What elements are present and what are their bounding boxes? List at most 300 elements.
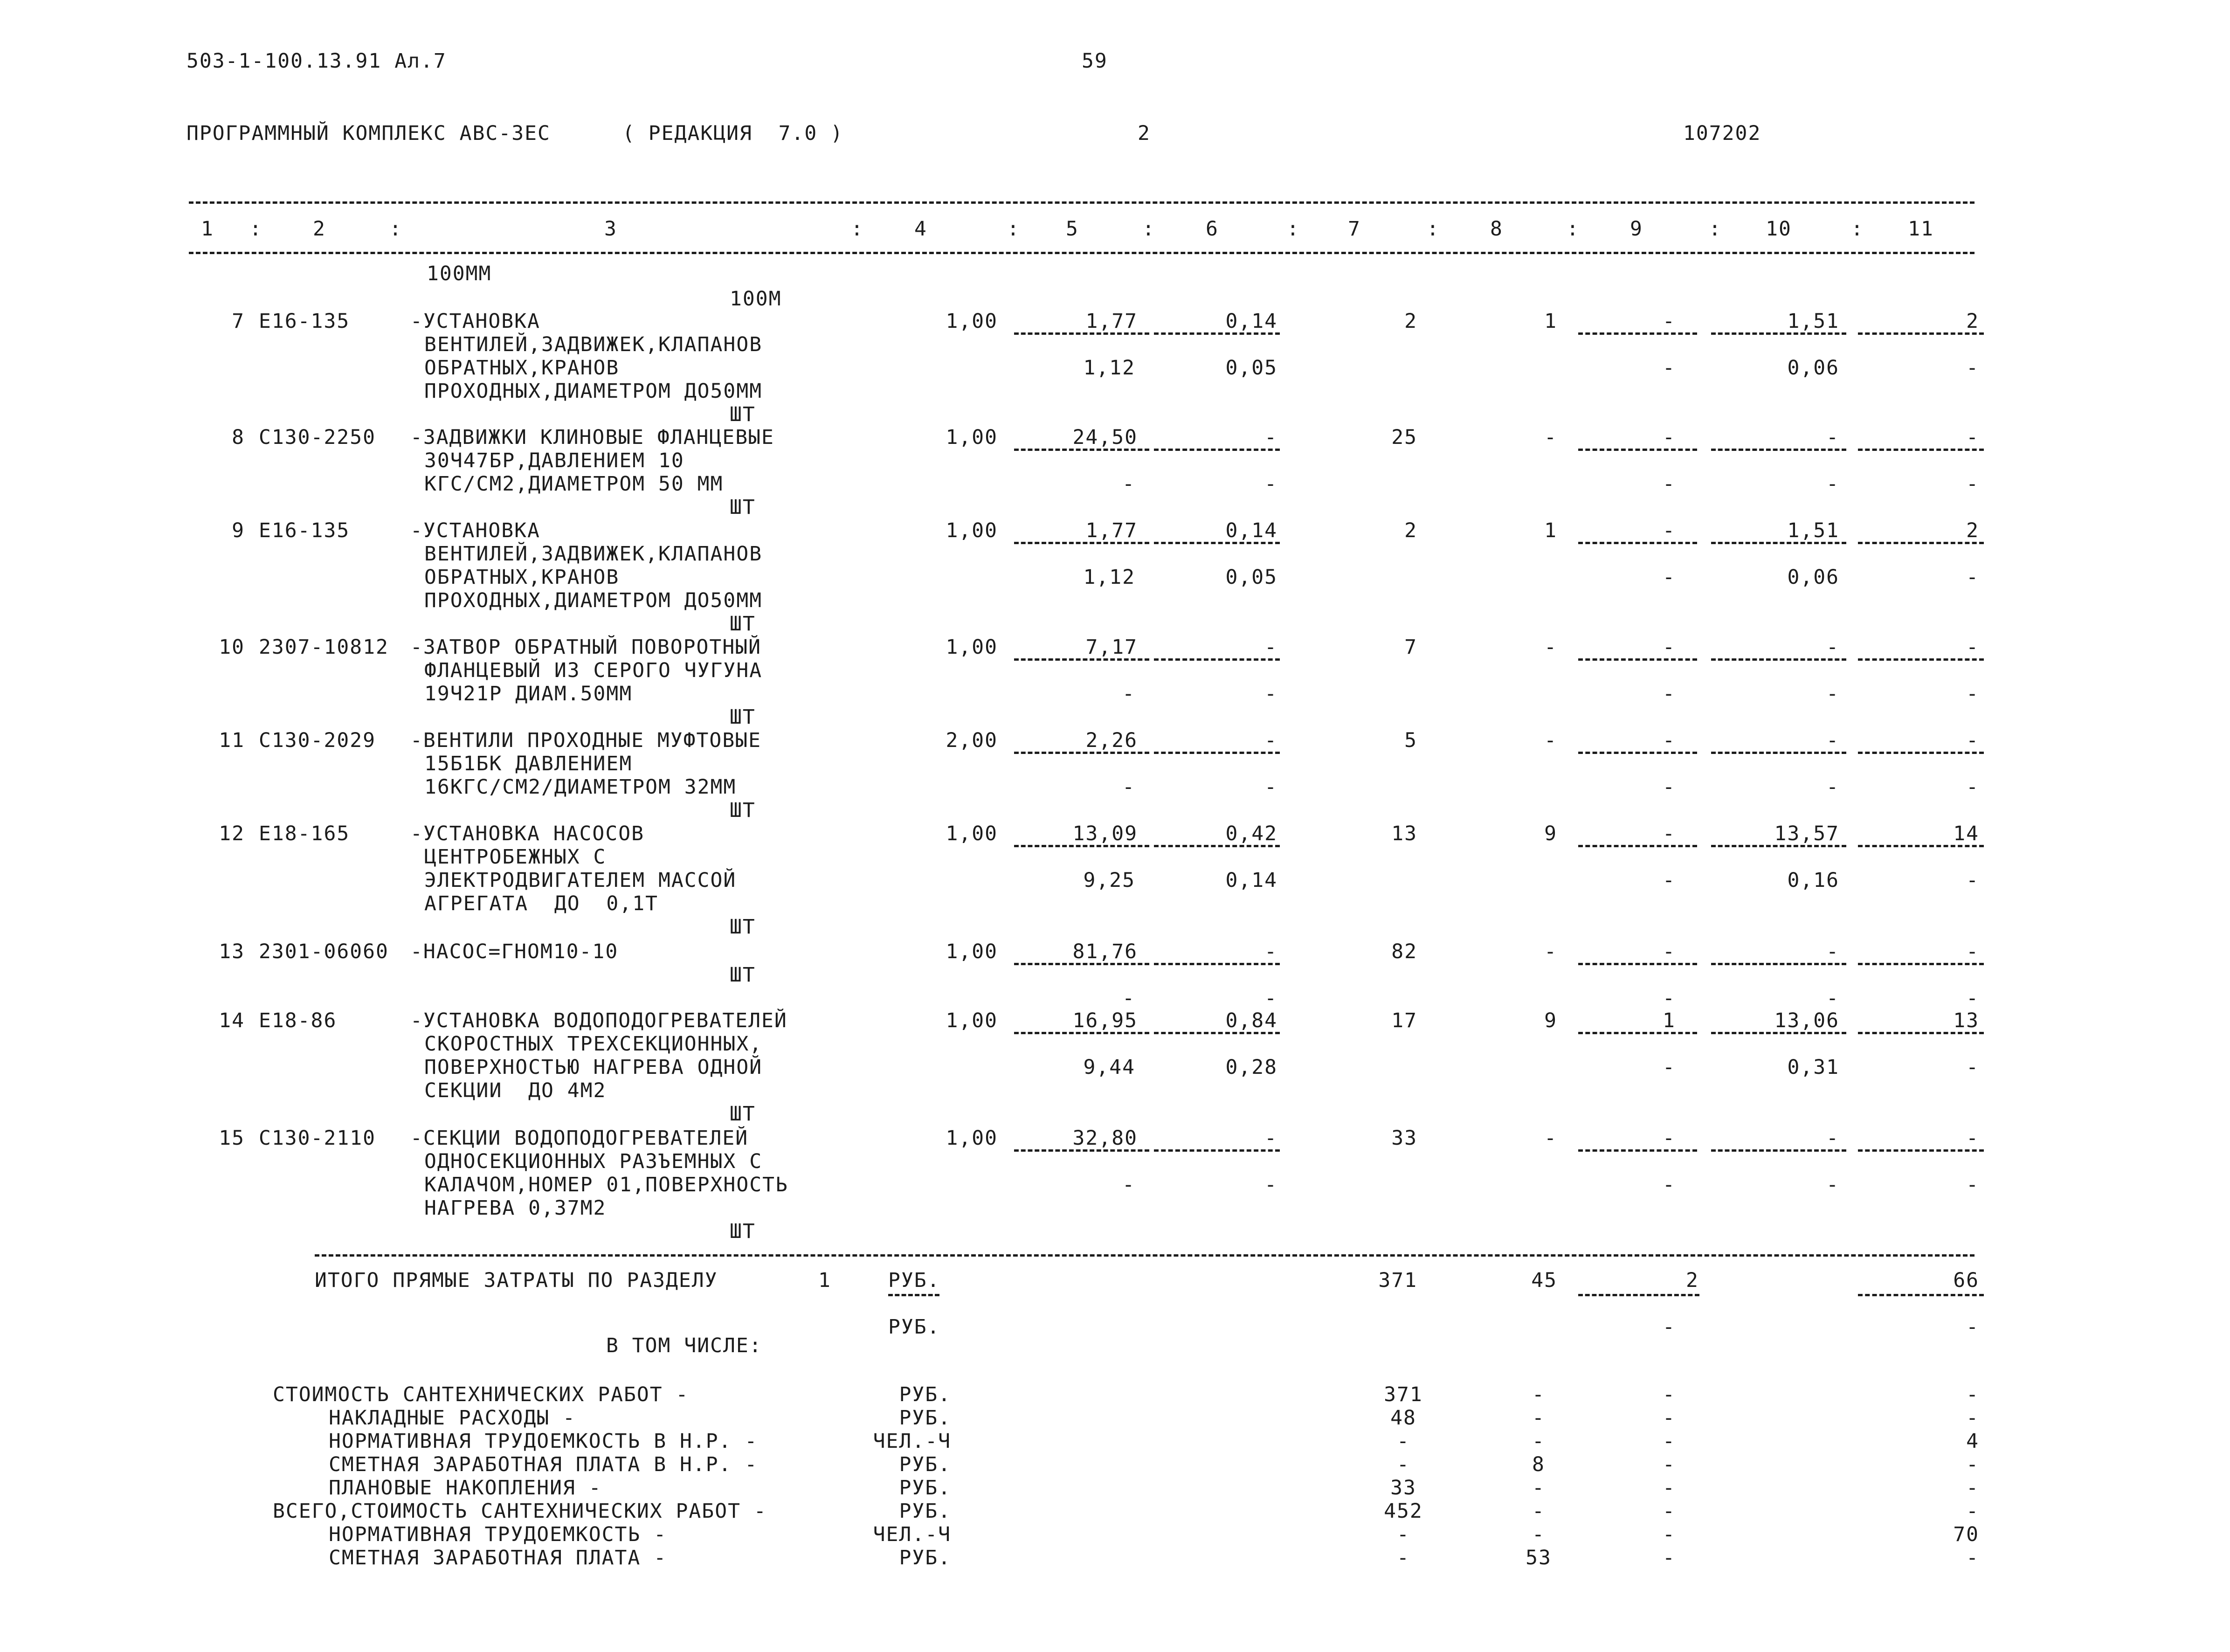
cell-divider <box>1711 1149 1846 1152</box>
program-title: ПРОГРАММНЫЙ КОМПЛЕКС АВС-3ЕС <box>186 122 551 145</box>
cell-divider <box>1014 1149 1149 1152</box>
cell-divider <box>1014 845 1149 847</box>
unit-of-measure: ШТ <box>730 705 756 729</box>
column-separator: : <box>1427 217 1440 241</box>
program-edition: ( РЕДАКЦИЯ 7.0 ) <box>622 122 844 145</box>
machines-salary: - <box>1663 566 1676 589</box>
summary-unit: РУБ. <box>899 1453 951 1476</box>
unit-cost: 16,95 <box>1072 1009 1138 1032</box>
labor-unit-drivers: - <box>1826 1173 1839 1196</box>
cell-divider <box>1578 1149 1697 1152</box>
summary-salary: - <box>1532 1523 1545 1546</box>
total-machines: 1 <box>1663 1009 1676 1032</box>
total-unit: РУБ. <box>888 1269 940 1292</box>
labor-total: - <box>1966 729 1979 752</box>
summary-labor: - <box>1966 1546 1979 1569</box>
labor-unit-drivers: 0,31 <box>1787 1056 1839 1079</box>
cell-divider <box>1578 963 1697 965</box>
unit-of-measure: ШТ <box>730 1102 756 1126</box>
total-salary: 9 <box>1544 1009 1557 1032</box>
quantity: 1,00 <box>946 636 998 659</box>
column-separator: : <box>389 217 402 241</box>
labor-unit: 13,06 <box>1774 1009 1839 1032</box>
summary-unit: РУБ. <box>899 1476 951 1500</box>
unit-cost-salary: 9,25 <box>1083 869 1135 892</box>
labor-unit: 1,51 <box>1787 519 1839 542</box>
column-separator: : <box>1851 217 1864 241</box>
summary-machines: - <box>1663 1383 1676 1406</box>
resource-code: С130-2029 <box>259 729 376 752</box>
unit-of-measure: ШТ <box>730 1220 756 1243</box>
total-machines: - <box>1663 310 1676 333</box>
total-salary: - <box>1544 426 1557 449</box>
cell-divider <box>1858 449 1984 451</box>
work-description: -ВЕНТИЛИ ПРОХОДНЫЕ МУФТОВЫЕ <box>410 729 761 752</box>
unit-of-measure: ШТ <box>730 799 756 822</box>
summary-labor: - <box>1966 1476 1979 1500</box>
total-machines: - <box>1663 940 1676 963</box>
total-salary: 1 <box>1544 519 1557 542</box>
cell-divider <box>1711 542 1846 544</box>
labor-unit-drivers: - <box>1826 682 1839 705</box>
work-description: ФЛАНЦЕВЫЙ ИЗ СЕРОГО ЧУГУНА <box>424 659 763 682</box>
summary-cost: - <box>1397 1523 1410 1546</box>
summary-label: НОРМАТИВНАЯ ТРУДОЕМКОСТЬ В Н.Р. - <box>329 1430 758 1453</box>
summary-cost: 48 <box>1390 1406 1416 1430</box>
total-machines: - <box>1663 636 1676 659</box>
unit-of-measure: ШТ <box>730 612 756 636</box>
page-number: 59 <box>1082 49 1108 73</box>
labor-total: - <box>1966 636 1979 659</box>
unit-cost: 32,80 <box>1072 1127 1138 1150</box>
column-separator: : <box>1287 217 1300 241</box>
summary-salary: - <box>1532 1383 1545 1406</box>
document-code: 503-1-100.13.91 Ал.7 <box>186 49 447 73</box>
work-description: -ЗАДВИЖКИ КЛИНОВЫЕ ФЛАНЦЕВЫЕ <box>410 426 774 449</box>
cell-divider <box>1578 1294 1699 1296</box>
summary-labor: - <box>1966 1383 1979 1406</box>
total-cost: 82 <box>1391 940 1417 963</box>
quantity: 1,00 <box>946 1127 998 1150</box>
total-label: ИТОГО ПРЯМЫЕ ЗАТРАТЫ ПО РАЗДЕЛУ <box>315 1269 718 1292</box>
row-number: 11 <box>219 729 245 752</box>
cell-divider <box>1154 1149 1280 1152</box>
labor-total-drivers: - <box>1966 1173 1979 1196</box>
total-machines: - <box>1663 1127 1676 1150</box>
cell-divider <box>888 1294 939 1296</box>
column-header-5: 5 <box>1066 217 1079 241</box>
cell-divider <box>1858 1149 1984 1152</box>
cell-divider <box>1154 845 1280 847</box>
labor-unit-drivers: 0,06 <box>1787 356 1839 380</box>
resource-code: 2307-10812 <box>259 636 389 659</box>
quantity: 1,00 <box>946 310 998 333</box>
row-number: 12 <box>219 822 245 845</box>
unit-cost-drivers: 0,28 <box>1225 1056 1277 1079</box>
column-separator: : <box>851 217 864 241</box>
summary-salary: 53 <box>1526 1546 1552 1569</box>
summary-unit: ЧЕЛ.-Ч <box>873 1523 951 1546</box>
unit-cost-drivers: - <box>1264 987 1277 1010</box>
unit-cost-drivers: - <box>1264 472 1277 496</box>
cell-divider <box>1858 1294 1984 1296</box>
labor-unit: 13,57 <box>1774 822 1839 845</box>
date-code: 107202 <box>1683 122 1761 145</box>
total-salary: - <box>1544 729 1557 752</box>
work-description: -УСТАНОВКА ВОДОПОДОГРЕВАТЕЛЕЙ <box>410 1009 787 1032</box>
quantity: 1,00 <box>946 940 998 963</box>
unit-cost-machines: - <box>1264 1127 1277 1150</box>
resource-code: 2301-06060 <box>259 940 389 963</box>
work-description: -УСТАНОВКА НАСОСОВ <box>410 822 644 845</box>
column-separator: : <box>1709 217 1722 241</box>
cell-divider <box>1578 752 1697 754</box>
row-number: 7 <box>232 310 245 333</box>
total-machines: - <box>1663 822 1676 845</box>
labor-unit: - <box>1826 940 1839 963</box>
cell-divider <box>1578 658 1697 661</box>
total-cost: 2 <box>1404 519 1417 542</box>
labor-unit: - <box>1826 426 1839 449</box>
summary-machines: - <box>1663 1546 1676 1569</box>
labor-unit: - <box>1826 729 1839 752</box>
unit-cost-machines: 0,14 <box>1225 310 1277 333</box>
cell-divider <box>1578 449 1697 451</box>
cell-divider <box>1014 332 1149 335</box>
summary-cost: - <box>1397 1546 1410 1569</box>
row-number: 9 <box>232 519 245 542</box>
cell-divider <box>1858 1032 1984 1034</box>
summary-label: ПЛАНОВЫЕ НАКОПЛЕНИЯ - <box>329 1476 602 1500</box>
column-header-4: 4 <box>914 217 927 241</box>
total-cost: 33 <box>1391 1127 1417 1150</box>
labor-unit-drivers: 0,06 <box>1787 566 1839 589</box>
unit-cost: 81,76 <box>1072 940 1138 963</box>
cell-divider <box>1014 542 1149 544</box>
total-salary: 45 <box>1531 1269 1557 1292</box>
work-description: ВЕНТИЛЕЙ,ЗАДВИЖЕК,КЛАПАНОВ <box>424 333 763 356</box>
machines-salary: - <box>1663 869 1676 892</box>
cell-divider <box>1711 1032 1846 1034</box>
cell-divider <box>1154 449 1280 451</box>
labor-total-drivers: - <box>1966 987 1979 1010</box>
column-separator: : <box>249 217 262 241</box>
column-separator: : <box>1567 217 1580 241</box>
work-description: КАЛАЧОМ,НОМЕР 01,ПОВЕРХНОСТЬ <box>424 1173 788 1196</box>
summary-salary: 8 <box>1532 1453 1545 1476</box>
labor-unit: - <box>1826 1127 1839 1150</box>
unit-cost-machines: 0,42 <box>1225 822 1277 845</box>
cell-divider <box>1014 963 1149 965</box>
summary-machines: - <box>1663 1476 1676 1500</box>
unit-cost: 1,77 <box>1085 519 1138 542</box>
work-description: КГС/СМ2,ДИАМЕТРОМ 50 ММ <box>424 472 724 496</box>
work-description: СЕКЦИИ ДО 4М2 <box>424 1079 607 1102</box>
total-rule <box>315 1254 1975 1257</box>
total-labor: 66 <box>1953 1269 1979 1292</box>
cell-divider <box>1711 658 1846 661</box>
cell-divider <box>1154 1032 1280 1034</box>
column-header-9: 9 <box>1630 217 1643 241</box>
total-cost: 7 <box>1404 636 1417 659</box>
summary-cost: 452 <box>1384 1500 1423 1523</box>
cell-divider <box>1014 1032 1149 1034</box>
work-description: 19Ч21Р ДИАМ.50ММ <box>424 682 633 705</box>
unit-cost-drivers: - <box>1264 775 1277 799</box>
unit-cost: 24,50 <box>1072 426 1138 449</box>
summary-salary: - <box>1532 1406 1545 1430</box>
column-header-3: 3 <box>604 217 617 241</box>
resource-code: С130-2110 <box>259 1127 376 1150</box>
unit-cost-salary: - <box>1122 1173 1135 1196</box>
summary-unit: РУБ. <box>899 1546 951 1569</box>
unit-of-measure: ШТ <box>730 915 756 939</box>
total-salary: - <box>1544 1127 1557 1150</box>
unit-cost-salary: - <box>1122 987 1135 1010</box>
header-bottom-rule <box>189 252 1975 254</box>
cell-divider <box>1711 449 1846 451</box>
continuation-line: 100ММ <box>427 262 492 285</box>
machines-salary: - <box>1663 472 1676 496</box>
summary-label: СТОИМОСТЬ САНТЕХНИЧЕСКИХ РАБОТ - <box>273 1383 689 1406</box>
work-description: ПРОХОДНЫХ,ДИАМЕТРОМ ДО50ММ <box>424 380 763 403</box>
cell-divider <box>1154 963 1280 965</box>
unit-cost-drivers: - <box>1264 682 1277 705</box>
summary-labor: 70 <box>1953 1523 1979 1546</box>
labor-total-drivers: - <box>1966 472 1979 496</box>
summary-unit: ЧЕЛ.-Ч <box>873 1430 951 1453</box>
cell-divider <box>1858 658 1984 661</box>
labor-total: - <box>1966 1127 1979 1150</box>
work-description: ВЕНТИЛЕЙ,ЗАДВИЖЕК,КЛАПАНОВ <box>424 542 763 566</box>
machines-salary: - <box>1663 1173 1676 1196</box>
unit-cost-machines: 0,14 <box>1225 519 1277 542</box>
work-description: -ЗАТВОР ОБРАТНЫЙ ПОВОРОТНЫЙ <box>410 636 761 659</box>
cell-divider <box>1014 449 1149 451</box>
total-unit-2: РУБ. <box>888 1315 940 1339</box>
cell-divider <box>1014 658 1149 661</box>
unit-cost-machines: - <box>1264 729 1277 752</box>
cell-divider <box>1578 542 1697 544</box>
unit-cost-salary: - <box>1122 775 1135 799</box>
labor-unit-drivers: 0,16 <box>1787 869 1839 892</box>
cell-divider <box>1154 752 1280 754</box>
sheet-number: 2 <box>1138 122 1151 145</box>
including-label: В ТОМ ЧИСЛЕ: <box>606 1334 762 1357</box>
summary-cost: - <box>1397 1453 1410 1476</box>
summary-cost: - <box>1397 1430 1410 1453</box>
summary-unit: РУБ. <box>899 1406 951 1430</box>
labor-total: 14 <box>1953 822 1979 845</box>
summary-machines: - <box>1663 1406 1676 1430</box>
labor-total-drivers: - <box>1966 682 1979 705</box>
summary-salary: - <box>1532 1430 1545 1453</box>
summary-unit: РУБ. <box>899 1383 951 1406</box>
labor-unit: - <box>1826 636 1839 659</box>
column-separator: : <box>1142 217 1155 241</box>
summary-label: СМЕТНАЯ ЗАРАБОТНАЯ ПЛАТА - <box>329 1546 667 1569</box>
work-description: -СЕКЦИИ ВОДОПОДОГРЕВАТЕЛЕЙ <box>410 1127 749 1150</box>
summary-unit: РУБ. <box>899 1500 951 1523</box>
work-description: ПРОХОДНЫХ,ДИАМЕТРОМ ДО50ММ <box>424 589 763 612</box>
work-description: ЭЛЕКТРОДВИГАТЕЛЕМ МАССОЙ <box>424 869 737 892</box>
summary-salary: - <box>1532 1476 1545 1500</box>
unit-cost-salary: - <box>1122 472 1135 496</box>
unit-cost-drivers: 0,05 <box>1225 356 1277 380</box>
labor-unit-drivers: - <box>1826 472 1839 496</box>
labor-total-drivers: - <box>1966 566 1979 589</box>
summary-label: ВСЕГО,СТОИМОСТЬ САНТЕХНИЧЕСКИХ РАБОТ - <box>273 1500 767 1523</box>
column-header-11: 11 <box>1908 217 1934 241</box>
labor-total-drivers: - <box>1966 1056 1979 1079</box>
total-section: 1 <box>818 1269 831 1292</box>
unit-cost-salary: - <box>1122 682 1135 705</box>
machines-salary: - <box>1663 1056 1676 1079</box>
summary-cost: 33 <box>1390 1476 1416 1500</box>
resource-code: Е16-135 <box>259 519 350 542</box>
summary-machines: - <box>1663 1523 1676 1546</box>
unit-cost: 7,17 <box>1085 636 1138 659</box>
unit-cost-drivers: 0,14 <box>1225 869 1277 892</box>
column-separator: : <box>1007 217 1020 241</box>
total-machines: - <box>1663 729 1676 752</box>
row-number: 14 <box>219 1009 245 1032</box>
row-number: 15 <box>219 1127 245 1150</box>
total-salary: 9 <box>1544 822 1557 845</box>
labor-total: 2 <box>1966 310 1979 333</box>
cell-divider <box>1154 658 1280 661</box>
work-description: ЦЕНТРОБЕЖНЫХ С <box>424 845 607 869</box>
work-description: АГРЕГАТА ДО 0,1Т <box>424 892 658 915</box>
row-number: 10 <box>219 636 245 659</box>
cell-divider <box>1858 542 1984 544</box>
work-description: ПОВЕРХНОСТЬЮ НАГРЕВА ОДНОЙ <box>424 1056 763 1079</box>
work-description: ОБРАТНЫХ,КРАНОВ <box>424 356 620 380</box>
resource-code: Е18-86 <box>259 1009 337 1032</box>
row-number: 8 <box>232 426 245 449</box>
labor-total-drivers: - <box>1966 775 1979 799</box>
unit-of-measure: ШТ <box>730 496 756 519</box>
total-machines: - <box>1663 519 1676 542</box>
cell-divider <box>1014 752 1149 754</box>
total-machines: 2 <box>1686 1269 1699 1292</box>
machines-salary: - <box>1663 682 1676 705</box>
column-header-8: 8 <box>1490 217 1503 241</box>
unit-cost-drivers: 0,05 <box>1225 566 1277 589</box>
quantity: 1,00 <box>946 822 998 845</box>
row-number: 13 <box>219 940 245 963</box>
quantity: 2,00 <box>946 729 998 752</box>
unit-cost-drivers: - <box>1264 1173 1277 1196</box>
labor-unit: 1,51 <box>1787 310 1839 333</box>
summary-machines: - <box>1663 1500 1676 1523</box>
quantity: 1,00 <box>946 519 998 542</box>
continuation-unit: 100М <box>730 287 782 311</box>
cell-divider <box>1578 1032 1697 1034</box>
labor-total-drivers: - <box>1966 356 1979 380</box>
total-cost: 2 <box>1404 310 1417 333</box>
work-description: ОДНОСЕКЦИОННЫХ РАЗЪЕМНЫХ С <box>424 1150 763 1173</box>
column-header-6: 6 <box>1206 217 1219 241</box>
cell-divider <box>1858 752 1984 754</box>
cell-divider <box>1154 332 1280 335</box>
summary-label: НОРМАТИВНАЯ ТРУДОЕМКОСТЬ - <box>329 1523 667 1546</box>
unit-of-measure: ШТ <box>730 963 756 987</box>
total-cost: 13 <box>1391 822 1417 845</box>
total-salary: - <box>1544 636 1557 659</box>
unit-cost: 13,09 <box>1072 822 1138 845</box>
labor-unit-drivers: - <box>1826 775 1839 799</box>
column-header-10: 10 <box>1766 217 1792 241</box>
unit-cost-machines: - <box>1264 636 1277 659</box>
summary-label: НАКЛАДНЫЕ РАСХОДЫ - <box>329 1406 576 1430</box>
cell-divider <box>1154 542 1280 544</box>
summary-machines: - <box>1663 1453 1676 1476</box>
cell-divider <box>1858 845 1984 847</box>
quantity: 1,00 <box>946 1009 998 1032</box>
machines-salary: - <box>1663 987 1676 1010</box>
summary-labor: 4 <box>1966 1430 1979 1453</box>
summary-labor: - <box>1966 1406 1979 1430</box>
resource-code: Е16-135 <box>259 310 350 333</box>
machines-salary: - <box>1663 775 1676 799</box>
total-salary: 1 <box>1544 310 1557 333</box>
labor-total: - <box>1966 940 1979 963</box>
work-description: -УСТАНОВКА <box>410 310 540 333</box>
unit-cost-salary: 1,12 <box>1083 566 1135 589</box>
cell-divider <box>1858 963 1984 965</box>
total-cost: 371 <box>1378 1269 1417 1292</box>
resource-code: С130-2250 <box>259 426 376 449</box>
cell-divider <box>1711 752 1846 754</box>
cell-divider <box>1711 845 1846 847</box>
total-cost: 25 <box>1391 426 1417 449</box>
unit-cost: 1,77 <box>1085 310 1138 333</box>
total-salary: - <box>1544 940 1557 963</box>
column-header-2: 2 <box>313 217 326 241</box>
unit-cost-machines: 0,84 <box>1225 1009 1277 1032</box>
work-description: 16КГС/СМ2/ДИАМЕТРОМ 32ММ <box>424 775 737 799</box>
unit-cost-salary: 1,12 <box>1083 356 1135 380</box>
unit-of-measure: ШТ <box>730 403 756 426</box>
work-description: -УСТАНОВКА <box>410 519 540 542</box>
resource-code: Е18-165 <box>259 822 350 845</box>
summary-labor: - <box>1966 1500 1979 1523</box>
total-machines: - <box>1663 426 1676 449</box>
header-top-rule <box>189 201 1975 204</box>
cell-divider <box>1578 845 1697 847</box>
total-cost: 17 <box>1391 1009 1417 1032</box>
labor-total: 13 <box>1953 1009 1979 1032</box>
unit-cost: 2,26 <box>1085 729 1138 752</box>
unit-cost-machines: - <box>1264 426 1277 449</box>
total-labor-drivers: - <box>1966 1315 1979 1339</box>
cell-divider <box>1578 332 1697 335</box>
column-header-7: 7 <box>1348 217 1361 241</box>
summary-salary: - <box>1532 1500 1545 1523</box>
cell-divider <box>1858 332 1984 335</box>
work-description: 30Ч47БР,ДАВЛЕНИЕМ 10 <box>424 449 684 472</box>
labor-total: 2 <box>1966 519 1979 542</box>
summary-machines: - <box>1663 1430 1676 1453</box>
labor-total-drivers: - <box>1966 869 1979 892</box>
summary-labor: - <box>1966 1453 1979 1476</box>
labor-unit-drivers: - <box>1826 987 1839 1010</box>
total-cost: 5 <box>1404 729 1417 752</box>
cell-divider <box>1711 963 1846 965</box>
column-header-1: 1 <box>201 217 214 241</box>
unit-cost-salary: 9,44 <box>1083 1056 1135 1079</box>
